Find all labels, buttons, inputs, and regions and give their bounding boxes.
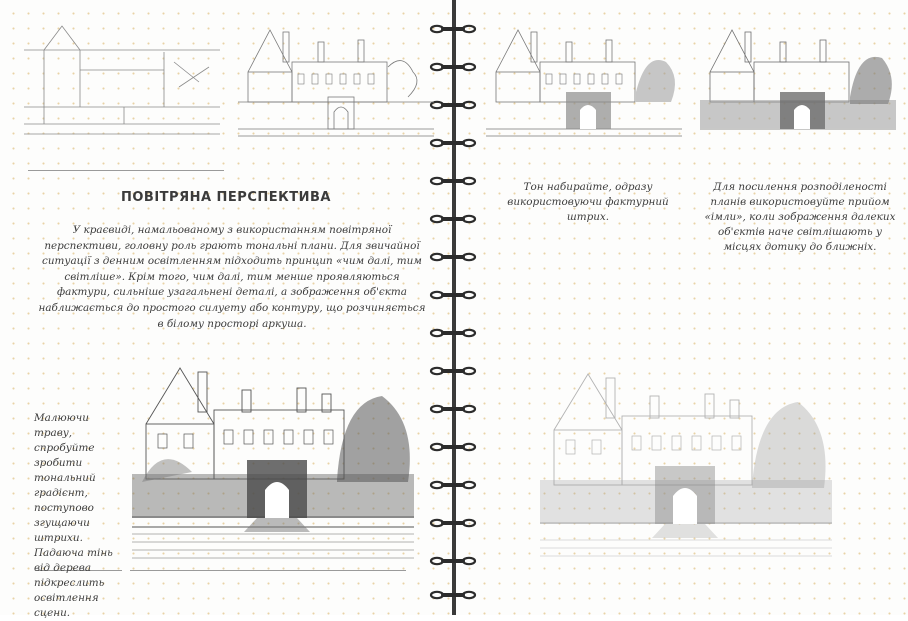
spiral-ring — [428, 404, 478, 414]
sketch-step-3 — [486, 22, 682, 140]
spiral-ring — [428, 480, 478, 490]
divider-line — [28, 170, 224, 171]
spiral-ring — [428, 590, 478, 600]
note-haze: Для посилення розподіленості планів використовуйте прийом «імли», коли зображення далеких об'єктів наче світлішають у місцях дотику до ближніх. — [704, 181, 896, 253]
sketch-step-2 — [238, 22, 434, 140]
spiral-ring — [428, 100, 478, 110]
spiral-ring — [428, 24, 478, 34]
spiral-ring — [428, 252, 478, 262]
sketch-manor-dark — [132, 362, 414, 562]
divider-line — [130, 570, 406, 571]
sketch-step-1 — [24, 22, 220, 140]
spiral-ring — [428, 214, 478, 224]
spiral-ring — [428, 176, 478, 186]
section-title: ПОВІТРЯНА ПЕРСПЕКТИВА — [121, 190, 331, 205]
spiral-ring — [428, 442, 478, 452]
spiral-ring — [428, 518, 478, 528]
sketch-manor-light — [540, 368, 832, 564]
spiral-ring — [428, 366, 478, 376]
spiral-ring — [428, 556, 478, 566]
side-note-grass: Малюючи траву, спробуйте зробити тональний градієнт, поступово згущаючи штрихи. Падаюча тінь від дерева підкреслить освітлення сцени. — [34, 412, 113, 619]
spiral-ring — [428, 290, 478, 300]
spiral-ring — [428, 62, 478, 72]
spiral-ring — [428, 328, 478, 338]
body-paragraph: У краєвиді, намальованому з використанням повітряної перспективи, головну роль грають тональні плани. Для звичайної ситуації з денним освітленням підходить принцип «чим далі, тим світліше». Крім того, чим далі, тим менше проявляються фактури, сильніше узагальнені деталі, а зображення об'єкта наближається до простого силуету або контуру, що розчиняється в білому просторі аркуша. — [38, 224, 426, 330]
note-tone: Тон набирайте, одразу використовуючи фактурний штрих. — [507, 181, 669, 223]
sketch-step-4 — [700, 22, 896, 140]
spiral-ring — [428, 138, 478, 148]
